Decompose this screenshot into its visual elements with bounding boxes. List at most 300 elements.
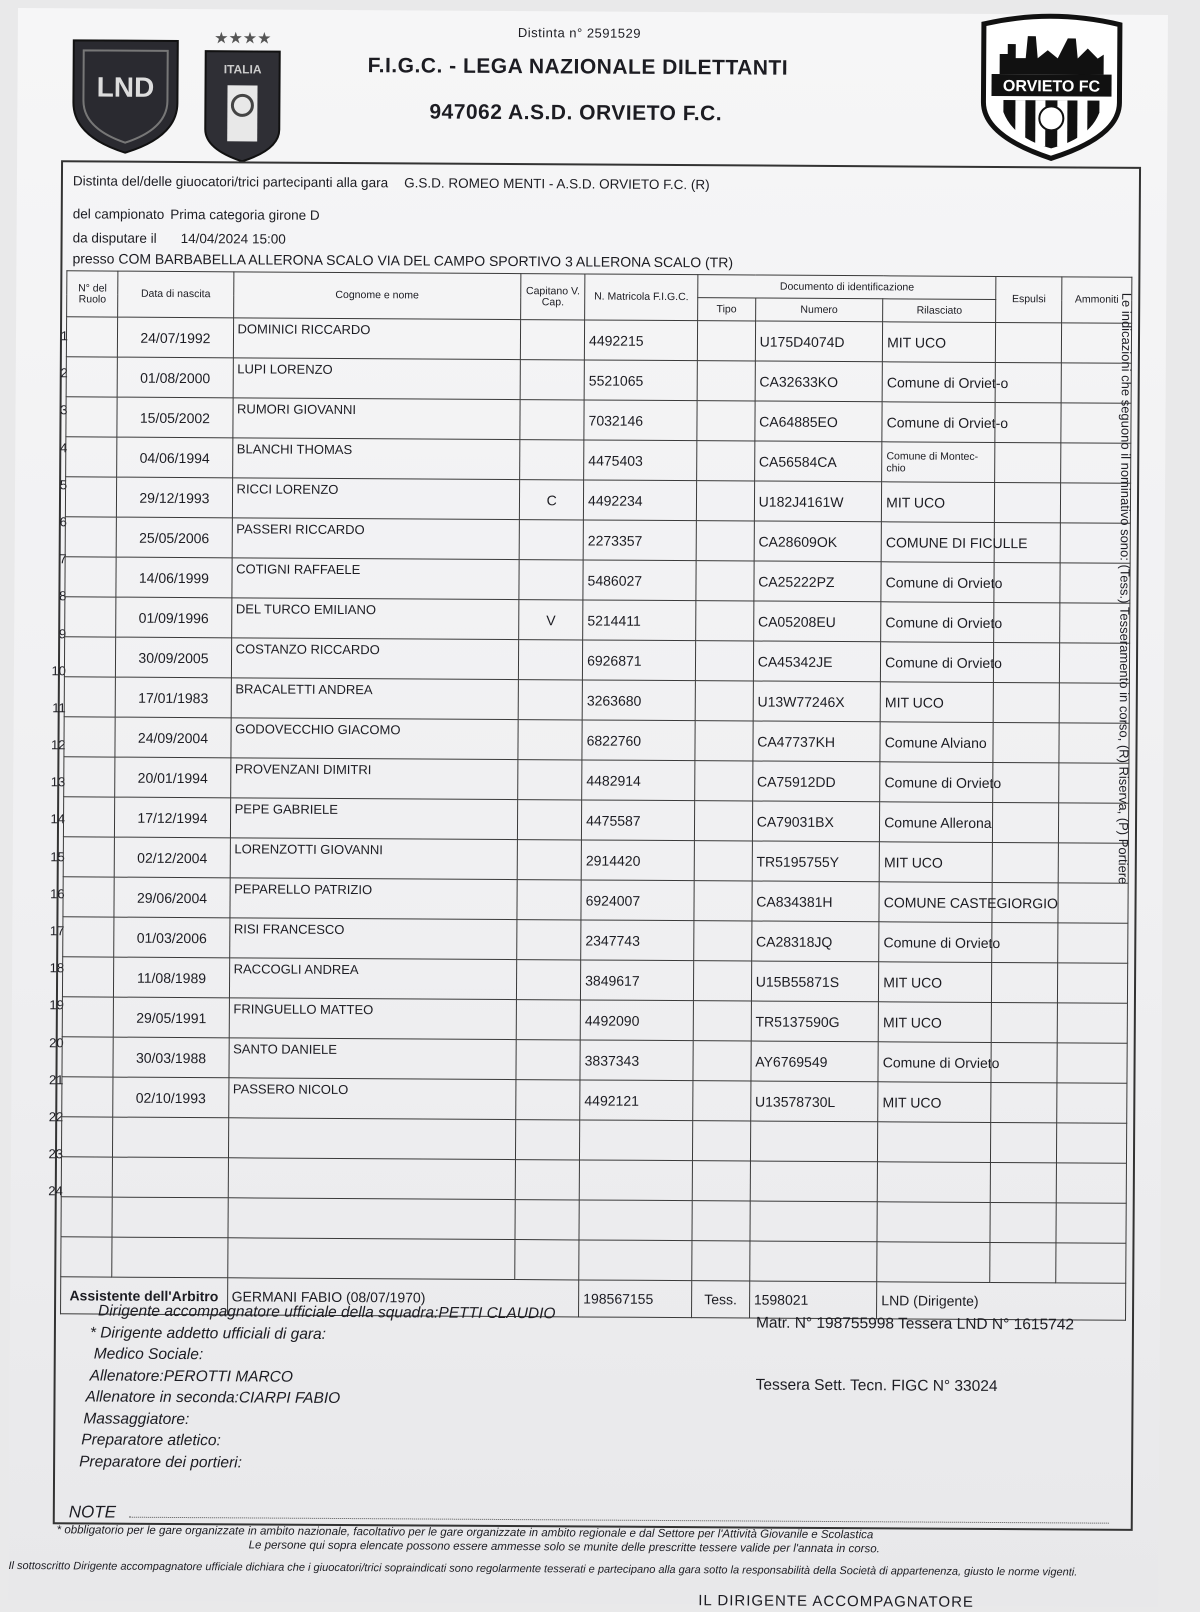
col-nascita: Data di nascita bbox=[118, 271, 233, 318]
table-row bbox=[62, 1077, 1127, 1124]
name-cell: BRACALETTI ANDREA bbox=[231, 678, 519, 720]
row-number: 23 bbox=[48, 1146, 64, 1162]
matricola-cell bbox=[579, 1160, 692, 1201]
dob-cell: 01/03/2006 bbox=[114, 917, 229, 958]
tipo-cell bbox=[694, 841, 752, 881]
venue-line: presso COM BARBABELLA ALLERONA SCALO VIA DEL CAMPO SPORTIVO 3 ALLERONA SCALO (TR) bbox=[72, 250, 734, 271]
ruolo-cell bbox=[63, 837, 115, 877]
dob-cell: 01/08/2000 bbox=[118, 357, 233, 398]
captain-cell bbox=[517, 960, 581, 1000]
tipo-cell bbox=[696, 521, 754, 561]
dob-cell: 25/05/2006 bbox=[117, 517, 232, 558]
tipo-cell bbox=[695, 681, 753, 721]
ruolo-cell bbox=[61, 1157, 113, 1197]
ruolo-cell bbox=[65, 557, 117, 597]
row-number: 3 bbox=[60, 402, 68, 418]
matricola-cell: 4475587 bbox=[582, 800, 695, 841]
name-cell: LORENZOTTI GIOVANNI bbox=[230, 838, 518, 880]
tipo-cell bbox=[697, 481, 755, 521]
rilasciato-cell: Comune di Orvieto bbox=[879, 922, 992, 963]
massaggiatore-line: Massaggiatore: bbox=[83, 1409, 190, 1428]
svg-text:★★★★: ★★★★ bbox=[214, 30, 272, 48]
matricola-cell: 5521065 bbox=[584, 360, 697, 401]
name-cell: RUMORI GIOVANNI bbox=[232, 398, 520, 440]
captain-cell bbox=[516, 1120, 580, 1160]
name-cell: PASSERO NICOLO bbox=[228, 1078, 516, 1120]
dob-cell: 04/06/1994 bbox=[117, 437, 232, 478]
doc-number-cell bbox=[749, 1241, 877, 1282]
notes-label: NOTE bbox=[68, 1502, 117, 1522]
table-row bbox=[65, 557, 1130, 604]
table-row bbox=[62, 997, 1127, 1044]
matricola-cell bbox=[579, 1240, 692, 1281]
row-number: 19 bbox=[49, 997, 64, 1013]
table-row bbox=[65, 477, 1130, 524]
espulsi-cell bbox=[991, 1082, 1057, 1122]
allenatore-line: Allenatore:PEROTTI MARCO bbox=[89, 1366, 293, 1386]
matricola-cell: 5486027 bbox=[583, 560, 696, 601]
dob-cell: 29/05/1991 bbox=[114, 997, 229, 1038]
ammoniti-cell bbox=[1056, 1203, 1126, 1243]
dirigente-ufficiali-line: * Dirigente addetto ufficiali di gara: bbox=[89, 1323, 327, 1343]
espulsi-cell bbox=[993, 802, 1059, 842]
ammoniti-cell bbox=[1057, 1123, 1127, 1163]
doc-number-cell: U175D4074D bbox=[755, 321, 883, 362]
dob-cell: 17/12/1994 bbox=[115, 797, 230, 838]
row-number: 2 bbox=[60, 365, 68, 381]
players-table bbox=[60, 270, 1135, 1320]
ruolo-cell bbox=[63, 917, 115, 957]
doc-number-cell: TR5137590G bbox=[751, 1001, 879, 1042]
espulsi-cell bbox=[990, 1202, 1056, 1242]
captain-cell bbox=[519, 680, 583, 720]
rilasciato-cell: MIT UCO bbox=[880, 682, 993, 723]
rilasciato-cell bbox=[878, 1122, 991, 1163]
matricola-cell: 4492215 bbox=[584, 320, 697, 361]
table-row bbox=[61, 1237, 1126, 1284]
dob-cell: 15/05/2002 bbox=[117, 397, 232, 438]
captain-cell bbox=[520, 360, 584, 400]
table-row bbox=[66, 317, 1131, 364]
table-row bbox=[64, 637, 1129, 684]
row-number: 11 bbox=[52, 700, 66, 716]
row-number: 15 bbox=[50, 848, 65, 864]
dirigente-line: Dirigente accompagnatore ufficiale della squadra:PETTI CLAUDIO bbox=[97, 1302, 556, 1323]
rilasciato-cell: Comune di Orvieto bbox=[881, 642, 994, 683]
declaration-text: Il sottoscritto Dirigente accompagnatore ufficiale dichiara che i giuocatori/trici sopraindicati sono regolarmente tesserati e partecipano alla gara sotto la responsabilità della Società di appartenenza, giusto le norme vigenti. bbox=[8, 1559, 1078, 1579]
matricola-cell: 5214411 bbox=[583, 600, 696, 641]
matricola-cell: 3849617 bbox=[581, 960, 694, 1001]
captain-cell: V bbox=[519, 600, 583, 640]
table-row bbox=[64, 677, 1129, 724]
assistant-matricola: 198567155 bbox=[579, 1280, 692, 1318]
table-row bbox=[61, 1197, 1126, 1244]
row-number: 18 bbox=[49, 960, 65, 976]
ruolo-cell bbox=[66, 397, 118, 437]
tipo-cell bbox=[695, 801, 753, 841]
ruolo-cell bbox=[66, 357, 118, 397]
table-row bbox=[62, 957, 1127, 1004]
captain-cell bbox=[515, 1240, 579, 1280]
table-row bbox=[63, 837, 1128, 884]
ruolo-cell bbox=[63, 797, 115, 837]
name-cell: GODOVECCHIO GIACOMO bbox=[230, 718, 518, 760]
matricola-cell: 6822760 bbox=[582, 720, 695, 761]
table-row bbox=[66, 437, 1131, 484]
rilasciato-cell bbox=[877, 1202, 990, 1243]
doc-number-cell: CA834381H bbox=[752, 881, 880, 922]
captain-cell bbox=[518, 760, 582, 800]
table-row bbox=[65, 517, 1130, 564]
row-number: 4 bbox=[60, 439, 68, 455]
assistant-tipo: Tess. bbox=[692, 1281, 750, 1318]
tipo-cell bbox=[695, 761, 753, 801]
rilasciato-cell: MIT UCO bbox=[879, 962, 992, 1003]
rilasciato-cell: Comune Allerona bbox=[880, 802, 993, 843]
ruolo-cell bbox=[62, 1037, 114, 1077]
matricola-cell: 2347743 bbox=[581, 920, 694, 961]
matricola-cell: 6924007 bbox=[581, 880, 694, 921]
assistant-rilasciato: LND (Dirigente) bbox=[877, 1282, 1126, 1321]
col-tipo: Tipo bbox=[698, 298, 756, 321]
name-cell: PEPE GABRIELE bbox=[230, 798, 518, 840]
row-number: 13 bbox=[50, 774, 66, 790]
dob-cell: 29/12/1993 bbox=[117, 477, 232, 518]
ruolo-cell bbox=[61, 1117, 113, 1157]
lnd-logo bbox=[69, 32, 182, 155]
match-line: Distinta del/delle giuocatori/trici partecipanti alla gara G.S.D. ROMEO MENTI - A.S.D. ORVIETO F.C. (R) bbox=[72, 173, 710, 193]
ruolo-cell bbox=[64, 757, 116, 797]
doc-number-cell: TR5195755Y bbox=[752, 841, 880, 882]
dob-cell bbox=[113, 1157, 228, 1198]
row-number: 5 bbox=[59, 477, 68, 493]
rilasciato-cell: MIT UCO bbox=[882, 482, 995, 523]
espulsi-cell bbox=[992, 962, 1058, 1002]
ruolo-cell bbox=[63, 877, 115, 917]
doc-number-cell: CA05208EU bbox=[753, 601, 881, 642]
matricola-cell: 4492121 bbox=[580, 1080, 693, 1121]
rilasciato-cell: Comune di Orvieto bbox=[878, 1042, 991, 1083]
ruolo-cell bbox=[62, 997, 114, 1037]
table-row bbox=[61, 1157, 1126, 1204]
row-number: 1 bbox=[60, 328, 69, 344]
name-cell: PASSERI RICCARDO bbox=[232, 518, 520, 560]
row-number: 16 bbox=[50, 886, 65, 902]
side-legend-note: Le indicazioni che seguono il nominativo sono: (Tess.) Tesseramento in corso, (R) Riserva, (P) Portiere bbox=[1115, 292, 1135, 885]
name-cell: PROVENZANI DIMITRI bbox=[230, 758, 518, 800]
captain-cell bbox=[519, 560, 583, 600]
captain-cell bbox=[518, 800, 582, 840]
espulsi-cell bbox=[992, 922, 1058, 962]
name-cell: COTIGNI RAFFAELE bbox=[231, 558, 519, 600]
document-sheet bbox=[8, 8, 1168, 1611]
row-number: 10 bbox=[51, 662, 66, 678]
rilasciato-cell: Comune di Orviet-o bbox=[882, 362, 995, 403]
doc-number-cell bbox=[750, 1121, 878, 1162]
doc-number-cell: CA64885EO bbox=[755, 401, 883, 442]
espulsi-cell bbox=[994, 602, 1060, 642]
ruolo-cell bbox=[61, 1197, 113, 1237]
espulsi-cell bbox=[994, 642, 1060, 682]
tipo-cell bbox=[697, 361, 755, 401]
row-number: 9 bbox=[58, 625, 67, 641]
name-cell bbox=[227, 1238, 515, 1280]
rilasciato-cell: MIT UCO bbox=[878, 1082, 991, 1123]
espulsi-cell bbox=[993, 762, 1059, 802]
name-cell: RACCOGLI ANDREA bbox=[229, 958, 517, 1000]
tipo-cell bbox=[694, 881, 752, 921]
table-row bbox=[66, 357, 1131, 404]
ruolo-cell bbox=[65, 477, 117, 517]
col-numero: Numero bbox=[755, 298, 883, 322]
captain-cell bbox=[517, 880, 581, 920]
svg-text:LND: LND bbox=[96, 71, 155, 103]
espulsi-cell bbox=[993, 722, 1059, 762]
captain-cell bbox=[521, 320, 585, 360]
matricola-cell: 3263680 bbox=[582, 680, 695, 721]
dob-cell bbox=[113, 1117, 228, 1158]
row-number: 14 bbox=[50, 811, 66, 827]
doc-number-cell: CA47737KH bbox=[753, 721, 881, 762]
championship-line: del campionato Prima categoria girone D bbox=[72, 206, 320, 223]
captain-cell bbox=[517, 920, 581, 960]
dob-cell: 17/01/1983 bbox=[116, 677, 231, 718]
row-number: 24 bbox=[48, 1183, 63, 1199]
table-row bbox=[66, 397, 1131, 444]
date-line: da disputare il 14/04/2024 15:00 bbox=[72, 230, 286, 247]
row-number: 17 bbox=[49, 923, 65, 939]
ruolo-cell bbox=[61, 1237, 113, 1277]
name-cell bbox=[228, 1158, 516, 1200]
captain-cell bbox=[516, 1160, 580, 1200]
matricola-cell bbox=[580, 1120, 693, 1161]
captain-cell bbox=[515, 1200, 579, 1240]
federation-title: F.I.G.C. - LEGA NAZIONALE DILETTANTI bbox=[367, 54, 789, 80]
rilasciato-cell bbox=[877, 1242, 990, 1283]
dob-cell: 30/03/1988 bbox=[113, 1037, 228, 1078]
assistant-name: GERMANI FABIO (08/07/1970) bbox=[227, 1278, 579, 1317]
dob-cell: 24/09/2004 bbox=[115, 717, 230, 758]
ammoniti-cell bbox=[1056, 1243, 1126, 1283]
tipo-cell bbox=[695, 721, 753, 761]
dob-cell: 20/01/1994 bbox=[115, 757, 230, 798]
tipo-cell bbox=[696, 641, 754, 681]
doc-number-cell: CA28609OK bbox=[754, 521, 882, 562]
dob-cell bbox=[112, 1197, 227, 1238]
table-row bbox=[62, 1037, 1127, 1084]
distinta-number: Distinta n° 2591529 bbox=[517, 25, 642, 41]
name-cell: COSTANZO RICCARDO bbox=[231, 638, 519, 680]
dob-cell: 29/06/2004 bbox=[114, 877, 229, 918]
espulsi-cell bbox=[991, 1122, 1057, 1162]
footnote-obbligatorio: * obbligatorio per le gare organizzate in ambito nazionale, facoltativo per le gare organizzate in ambito regionale e dal Settore per l'Attività Giovanile e Scolastica bbox=[56, 1524, 874, 1542]
matricola-cell: 4475403 bbox=[584, 440, 697, 481]
medico-line: Medico Sociale: bbox=[93, 1345, 204, 1364]
matricola-cell: 3837343 bbox=[580, 1040, 693, 1081]
tipo-cell bbox=[697, 441, 755, 481]
captain-cell bbox=[520, 400, 584, 440]
espulsi-cell bbox=[996, 322, 1062, 362]
ruolo-cell bbox=[64, 637, 116, 677]
espulsi-cell bbox=[994, 562, 1060, 602]
table-row bbox=[65, 597, 1130, 644]
name-cell: BLANCHI THOMAS bbox=[232, 438, 520, 480]
captain-cell bbox=[518, 840, 582, 880]
svg-text:ITALIA: ITALIA bbox=[223, 62, 262, 77]
name-cell: DEL TURCO EMILIANO bbox=[231, 598, 519, 640]
italia-logo bbox=[199, 25, 286, 164]
col-nome: Cognome e nome bbox=[233, 272, 521, 320]
name-cell: DOMINICI RICCARDO bbox=[233, 318, 521, 360]
row-number: 6 bbox=[59, 514, 67, 530]
tipo-cell bbox=[698, 321, 756, 361]
table-row bbox=[63, 917, 1128, 964]
staff-block bbox=[79, 1300, 556, 1475]
doc-number-cell: U13578730L bbox=[750, 1081, 878, 1122]
ruolo-cell bbox=[64, 717, 116, 757]
matricola-cell: 7032146 bbox=[584, 400, 697, 441]
col-espulsi: Espulsi bbox=[996, 276, 1062, 322]
row-number: 22 bbox=[48, 1109, 64, 1125]
ruolo-cell bbox=[66, 437, 118, 477]
rilasciato-cell: Comune di Orvieto bbox=[880, 762, 993, 803]
dob-cell: 30/09/2005 bbox=[116, 637, 231, 678]
rilasciato-cell bbox=[877, 1162, 990, 1203]
name-cell: LUPI LORENZO bbox=[233, 358, 521, 400]
table-row bbox=[64, 757, 1129, 804]
tipo-cell bbox=[693, 1041, 751, 1081]
col-documento: Documento di identificazione bbox=[698, 275, 996, 300]
name-cell bbox=[228, 1198, 516, 1240]
rilasciato-cell: MIT UCO bbox=[879, 842, 992, 883]
row-number: 8 bbox=[59, 588, 67, 604]
ruolo-cell bbox=[65, 597, 117, 637]
table-row bbox=[63, 877, 1128, 924]
captain-cell bbox=[517, 1000, 581, 1040]
col-rilasciato: Rilasciato bbox=[883, 299, 996, 323]
row-number: 12 bbox=[50, 737, 66, 753]
name-cell: SANTO DANIELE bbox=[228, 1038, 516, 1080]
tipo-cell bbox=[692, 1241, 750, 1281]
rilasciato-cell: Comune di Montec-chio bbox=[882, 442, 995, 483]
captain-cell bbox=[519, 520, 583, 560]
doc-number-cell: AY6769549 bbox=[751, 1041, 879, 1082]
tipo-cell bbox=[693, 1001, 751, 1041]
doc-number-cell: U182J4161W bbox=[754, 481, 882, 522]
tessera-tecnica: Tessera Sett. Tecn. FIGC N° 33024 bbox=[755, 1376, 998, 1396]
col-ruolo: N° del Ruolo bbox=[67, 271, 119, 317]
col-matricola: N. Matricola F.I.G.C. bbox=[585, 274, 698, 321]
ammoniti-cell bbox=[1056, 1163, 1126, 1203]
name-cell: PEPARELLO PATRIZIO bbox=[229, 878, 517, 920]
espulsi-cell bbox=[995, 442, 1061, 482]
col-capitano: Capitano V. Cap. bbox=[521, 274, 585, 320]
dob-cell: 02/12/2004 bbox=[115, 837, 230, 878]
tipo-cell bbox=[694, 961, 752, 1001]
preparatore-portieri-line: Preparatore dei portieri: bbox=[79, 1452, 243, 1471]
captain-cell bbox=[520, 440, 584, 480]
signature-label: IL DIRIGENTE ACCOMPAGNATORE bbox=[698, 1592, 974, 1611]
espulsi-cell bbox=[991, 1002, 1057, 1042]
dirigente-tessera: Matr. N° 198755998 Tessera LND N° 1615742 bbox=[755, 1314, 1075, 1334]
doc-number-cell: CA75912DD bbox=[752, 761, 880, 802]
rilasciato-cell: MIT UCO bbox=[878, 1002, 991, 1043]
name-cell: FRINGUELLO MATTEO bbox=[229, 998, 517, 1040]
tipo-cell bbox=[692, 1201, 750, 1241]
espulsi-cell bbox=[992, 842, 1058, 882]
espulsi-cell bbox=[991, 1042, 1057, 1082]
name-cell: RICCI LORENZO bbox=[232, 478, 520, 520]
doc-number-cell bbox=[750, 1161, 878, 1202]
matricola-cell: 4492090 bbox=[580, 1000, 693, 1041]
doc-number-cell: U13W77246X bbox=[753, 681, 881, 722]
name-cell bbox=[228, 1118, 516, 1160]
matricola-cell: 6926871 bbox=[582, 640, 695, 681]
matricola-cell bbox=[579, 1200, 692, 1241]
orvieto-fc-logo bbox=[977, 14, 1126, 161]
assistant-label: Assistente dell'Arbitro bbox=[61, 1277, 228, 1315]
doc-number-cell: U15B55871S bbox=[751, 961, 879, 1002]
ammoniti-cell bbox=[1057, 1003, 1127, 1043]
tipo-cell bbox=[693, 1121, 751, 1161]
rilasciato-cell: Comune di Orvieto bbox=[881, 562, 994, 603]
matricola-cell: 4492234 bbox=[583, 480, 696, 521]
rilasciato-cell: Comune di Orviet-o bbox=[882, 402, 995, 443]
footnote-tessere: Le persone qui sopra elencate possono essere ammesse solo se munite delle prescritte tessere valide per l'annata in corso. bbox=[248, 1539, 880, 1556]
dob-cell: 11/08/1989 bbox=[114, 957, 229, 998]
ruolo-cell bbox=[65, 517, 117, 557]
rilasciato-cell: COMUNE DI FICULLE bbox=[881, 522, 994, 563]
doc-number-cell: CA45342JE bbox=[753, 641, 881, 682]
rilasciato-cell: COMUNE CASTEGIORGIO bbox=[879, 882, 992, 923]
table-row bbox=[64, 717, 1129, 764]
row-number: 21 bbox=[48, 1071, 64, 1088]
tipo-cell bbox=[693, 1081, 751, 1121]
preparatore-atletico-line: Preparatore atletico: bbox=[81, 1431, 221, 1450]
matricola-cell: 4482914 bbox=[582, 760, 695, 801]
club-title: 947062 A.S.D. ORVIETO F.C. bbox=[429, 100, 723, 126]
dob-cell bbox=[112, 1237, 227, 1278]
ammoniti-cell bbox=[1057, 1083, 1127, 1123]
espulsi-cell bbox=[995, 482, 1061, 522]
col-ammoniti: Ammoniti bbox=[1062, 277, 1132, 323]
tipo-cell bbox=[696, 601, 754, 641]
name-cell: RISI FRANCESCO bbox=[229, 918, 517, 960]
svg-text:ORVIETO FC: ORVIETO FC bbox=[1002, 78, 1101, 96]
espulsi-cell bbox=[990, 1162, 1056, 1202]
doc-number-cell: CA32633KO bbox=[755, 361, 883, 402]
doc-number-cell: CA25222PZ bbox=[754, 561, 882, 602]
row-number: 20 bbox=[49, 1034, 64, 1050]
ruolo-cell bbox=[62, 1077, 114, 1117]
table-row bbox=[61, 1117, 1126, 1164]
matricola-cell: 2914420 bbox=[581, 840, 694, 881]
rilasciato-cell: Comune Alviano bbox=[880, 722, 993, 763]
tipo-cell bbox=[697, 401, 755, 441]
dob-cell: 24/07/1992 bbox=[118, 317, 233, 358]
assistant-numero: 1598021 bbox=[749, 1281, 877, 1319]
captain-cell bbox=[519, 640, 583, 680]
dob-cell: 02/10/1993 bbox=[113, 1077, 228, 1118]
captain-cell bbox=[516, 1080, 580, 1120]
dob-cell: 01/09/1996 bbox=[116, 597, 231, 638]
doc-number-cell bbox=[750, 1201, 878, 1242]
captain-cell bbox=[516, 1040, 580, 1080]
allenatore-seconda-line: Allenatore in seconda:CIARPI FABIO bbox=[85, 1388, 341, 1407]
captain-cell bbox=[518, 720, 582, 760]
rilasciato-cell: MIT UCO bbox=[883, 322, 996, 363]
captain-cell: C bbox=[520, 480, 584, 520]
